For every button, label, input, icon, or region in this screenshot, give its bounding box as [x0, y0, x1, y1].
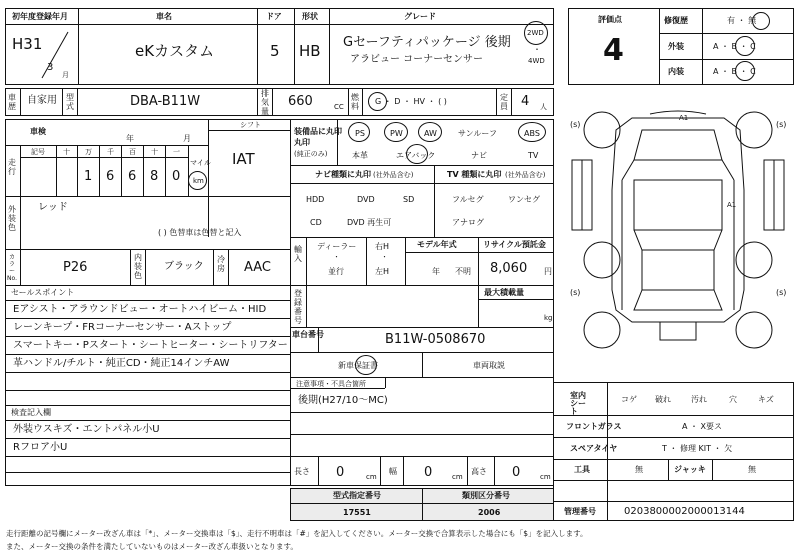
jack-label: ジャッキ — [674, 465, 706, 474]
import-parallel: 並行 — [328, 267, 344, 276]
sales-line-3: スマートキー・Pスタート・シートヒーター・シートリフター — [13, 340, 288, 351]
footer-line-1: 走行距離の記号欄にメーター改ざん車は「*」、メーター交換車は「$」、走行不明車は「#」を記入してください。メーター交換で合算表示した場合にも「$」を記入します。 — [6, 529, 588, 538]
ac-value: AAC — [244, 260, 271, 275]
ac-label: 冷房 — [217, 255, 225, 273]
equipment-title: 装備品に丸印 — [294, 127, 342, 136]
tools-value: 無 — [635, 465, 643, 474]
int-options: A ・ B ・ C — [713, 67, 756, 76]
height-value: 0 — [512, 465, 521, 480]
shift: IAT — [232, 150, 255, 168]
tv-analog: アナログ — [452, 218, 484, 227]
sales-line-2: レーンキープ・FRコーナーセンサー・Aストップ — [13, 322, 232, 333]
type-no: 17551 — [343, 508, 371, 517]
model-year-unit: 年 — [432, 267, 440, 276]
row2-box — [5, 88, 554, 116]
score-label: 評価点 — [598, 15, 622, 24]
spare-label: スペアタイヤ — [570, 444, 618, 453]
unit-h2: 千 — [107, 148, 114, 156]
seat-opt-1: コゲ — [621, 395, 637, 404]
mileage-digit-3: 6 — [128, 169, 137, 184]
class-no-label: 類別区分番号 — [462, 491, 510, 500]
length-value: 0 — [336, 465, 345, 480]
length-unit: cm — [366, 473, 377, 481]
car-name-label: 車名 — [156, 12, 172, 21]
equip-tv: TV — [528, 151, 539, 160]
equip-sunroof: サンルーフ — [458, 129, 497, 138]
repair-options: 有 ・ 無 — [727, 16, 757, 25]
a1-side: A1 — [727, 201, 737, 209]
repair-circle — [752, 12, 770, 30]
equip-airbag: エアバック — [396, 151, 436, 160]
equipment-subtitle: (純正のみ) — [294, 150, 328, 158]
drive-dot: ・ — [533, 45, 541, 54]
equip-abs: ABS — [524, 129, 540, 138]
equip-pw-circle — [384, 122, 408, 142]
equip-pw: PW — [390, 129, 403, 138]
ext-options: A ・ B ・ C — [713, 42, 756, 51]
model-year-unknown: 不明 — [455, 267, 471, 276]
length-label: 長さ — [294, 467, 310, 476]
usage-label: 車歴 — [8, 93, 16, 111]
jack-value: 無 — [748, 465, 756, 474]
tv-oneseg: ワンセグ — [508, 195, 540, 204]
capacity-label: 定員 — [500, 93, 508, 111]
a1-top: A1 — [679, 114, 689, 122]
seat-opt-4: 穴 — [729, 395, 737, 404]
score-value: 4 — [603, 33, 624, 68]
color-code: P26 — [63, 260, 88, 275]
first-reg-month: 3 — [47, 62, 54, 73]
equip-ps: PS — [355, 129, 365, 138]
car-diagram — [562, 100, 794, 370]
notes-value: 後期(H27/10〜MC) — [298, 395, 388, 406]
type-no-label: 型式指定番号 — [333, 491, 381, 500]
glass-opts: A ・ X要ス — [682, 422, 723, 431]
reg-no-label: 登録番号 — [294, 289, 302, 325]
seat-opt-2: 破れ — [655, 395, 671, 404]
equip-navi: ナビ — [471, 151, 487, 160]
import-label: 輸入 — [294, 245, 302, 263]
navi-sd: SD — [403, 195, 415, 204]
navi-dvd: DVD — [357, 195, 375, 204]
first-reg-label: 初年度登録年月 — [12, 12, 68, 21]
chassis-value: B11W-0508670 — [385, 332, 486, 347]
cc-unit: CC — [334, 103, 344, 111]
navi-title: ナビ種類に丸印 — [315, 170, 371, 179]
glass-label: フロントガラス — [566, 422, 622, 431]
inspector-line-1: 外装ウスキズ・エントパネル小U — [13, 424, 160, 435]
recycle-value: 8,060 — [490, 261, 528, 276]
s-mark-4: (s) — [776, 288, 787, 297]
shape: HB — [299, 42, 321, 60]
inspector-line-2: Rフロア小U — [13, 442, 68, 453]
s-mark-3: (s) — [570, 288, 581, 297]
shaken-year-unit: 年 — [126, 134, 134, 143]
import-left-h: 左H — [375, 267, 390, 276]
color-note: ( ) 色替車は色替と記入 — [158, 228, 242, 237]
height-unit: cm — [540, 473, 551, 481]
navi-hdd: HDD — [306, 195, 325, 204]
navi-sub: (社外品含む) — [373, 171, 414, 179]
mileage-digit-2: 6 — [106, 169, 115, 184]
capacity: 4 — [521, 94, 530, 109]
navi-cd: CD — [310, 218, 322, 227]
import-dealer: ディーラー — [317, 242, 357, 251]
import-right-h: 右H — [375, 242, 390, 251]
tv-title: TV 種類に丸印 — [447, 170, 502, 179]
manual-label: 車両取説 — [473, 361, 505, 370]
fuel-label: 燃料 — [351, 93, 359, 111]
inspector-label: 検査記入欄 — [11, 408, 51, 417]
unit-h4: 十 — [151, 148, 158, 156]
int-circle — [735, 61, 755, 81]
drive-2wd: 2WD — [527, 29, 544, 37]
first-reg-year: H31 — [12, 35, 43, 53]
displacement-label: 排気量 — [261, 89, 269, 116]
mileage-digit-5: 0 — [172, 169, 181, 184]
sales-line-4: 革ハンドル/チルト・純正CD・純正14インチAW — [13, 358, 230, 369]
chassis-label: 車台番号 — [292, 330, 324, 339]
unit-h0: 十 — [63, 148, 70, 156]
tv-fullseg: フルセグ — [452, 195, 484, 204]
displacement: 660 — [288, 94, 313, 109]
symbol-label: 記号 — [31, 148, 45, 156]
equip-aw-circle — [418, 122, 442, 142]
door-label: ドア — [266, 12, 282, 21]
tv-sub: (社外品含む) — [505, 171, 546, 179]
import-dot-2: ・ — [381, 253, 388, 261]
max-load-label: 最大積載量 — [484, 288, 524, 297]
exterior-label: 外装 — [668, 42, 684, 51]
s-mark-2: (s) — [776, 120, 787, 129]
interior-color-label: 内装色 — [134, 253, 142, 280]
repair-label: 修復歴 — [664, 16, 688, 25]
model: DBA-B11W — [130, 94, 201, 109]
equipment-title-2: 丸印 — [294, 138, 310, 147]
mileage-digit-1: 1 — [84, 169, 93, 184]
width-value: 0 — [424, 465, 433, 480]
seat-opt-5: キズ — [758, 395, 774, 404]
sales-points-label: セールスポイント — [11, 288, 75, 297]
mgmt-value: 0203800002000013144 — [624, 506, 745, 517]
shift-label: シフト — [240, 121, 261, 129]
mgmt-label: 管理番号 — [564, 507, 596, 516]
navi-dvd-play: DVD 再生可 — [347, 218, 392, 227]
footer-line-2: また、メーター交換の条件を満たしていないものはメーター改ざん車扱いとなります。 — [6, 542, 298, 551]
equip-airbag-circle — [406, 144, 428, 164]
height-label: 高さ — [471, 467, 487, 476]
model-year-label: モデル年式 — [417, 240, 457, 249]
model-label: 型式 — [66, 93, 74, 111]
yen-unit: 円 — [544, 267, 552, 276]
person-unit: 人 — [540, 103, 547, 111]
grade-label: グレード — [404, 12, 436, 21]
unit-h3: 百 — [129, 148, 136, 156]
usage: 自家用 — [27, 95, 57, 106]
color-code-label: カラーNo. — [7, 254, 17, 282]
shaken-month-unit: 月 — [183, 134, 191, 143]
equip-aw: AW — [424, 129, 437, 138]
shape-label: 形状 — [302, 12, 318, 21]
unit-h5: 一 — [173, 148, 180, 156]
spare-opts: T ・ 修理 KIT ・ 欠 — [662, 444, 733, 453]
car-name: eKカスタム — [135, 42, 215, 60]
km-circle — [188, 171, 207, 190]
equip-ps-circle — [348, 122, 370, 142]
grade-line2: アラビュー コーナーセンサー — [350, 54, 483, 65]
km-label: km — [193, 177, 204, 185]
s-mark-1: (s) — [570, 120, 581, 129]
drive-4wd: 4WD — [528, 57, 545, 65]
width-unit: cm — [452, 473, 463, 481]
kg-unit: kg — [544, 314, 553, 322]
equip-leather: 本革 — [352, 151, 368, 160]
recycle-label: リサイクル預託金 — [483, 240, 546, 249]
tools-label: 工具 — [574, 465, 590, 474]
mileage-digit-4: 8 — [150, 169, 159, 184]
seat-label: 室内シート — [570, 391, 586, 416]
color-value: レッド — [38, 202, 68, 213]
month-unit: 月 — [62, 71, 69, 79]
interior-color: ブラック — [164, 261, 204, 272]
equip-abs-circle — [518, 122, 546, 142]
grade-line1: Gセーフティパッケージ 後期 — [343, 35, 511, 50]
color-label: 外装色 — [8, 205, 16, 232]
warranty-label: 新車保証書 — [338, 361, 378, 370]
seat-opt-3: 汚れ — [691, 395, 707, 404]
import-dot: ・ — [333, 253, 340, 261]
fuel-circle — [368, 92, 387, 111]
width-label: 幅 — [389, 467, 397, 476]
unit-h1: 万 — [85, 148, 92, 156]
interior-label: 内装 — [668, 67, 684, 76]
class-no: 2006 — [478, 508, 501, 517]
ext-circle — [735, 36, 755, 56]
warranty-circle — [355, 355, 377, 375]
shaken-label: 車検 — [30, 127, 46, 136]
mile-label: マイル — [190, 159, 211, 167]
doors: 5 — [270, 42, 280, 60]
mileage-label: 走行 — [8, 158, 16, 176]
notes-label: 注意事項・不具合箇所 — [296, 380, 366, 388]
sales-line-1: Eアシスト・アラウンドビュー・オートハイビーム・HID — [13, 304, 267, 315]
fuel-options: G ・ D ・ HV ・ ( ) — [375, 97, 447, 106]
